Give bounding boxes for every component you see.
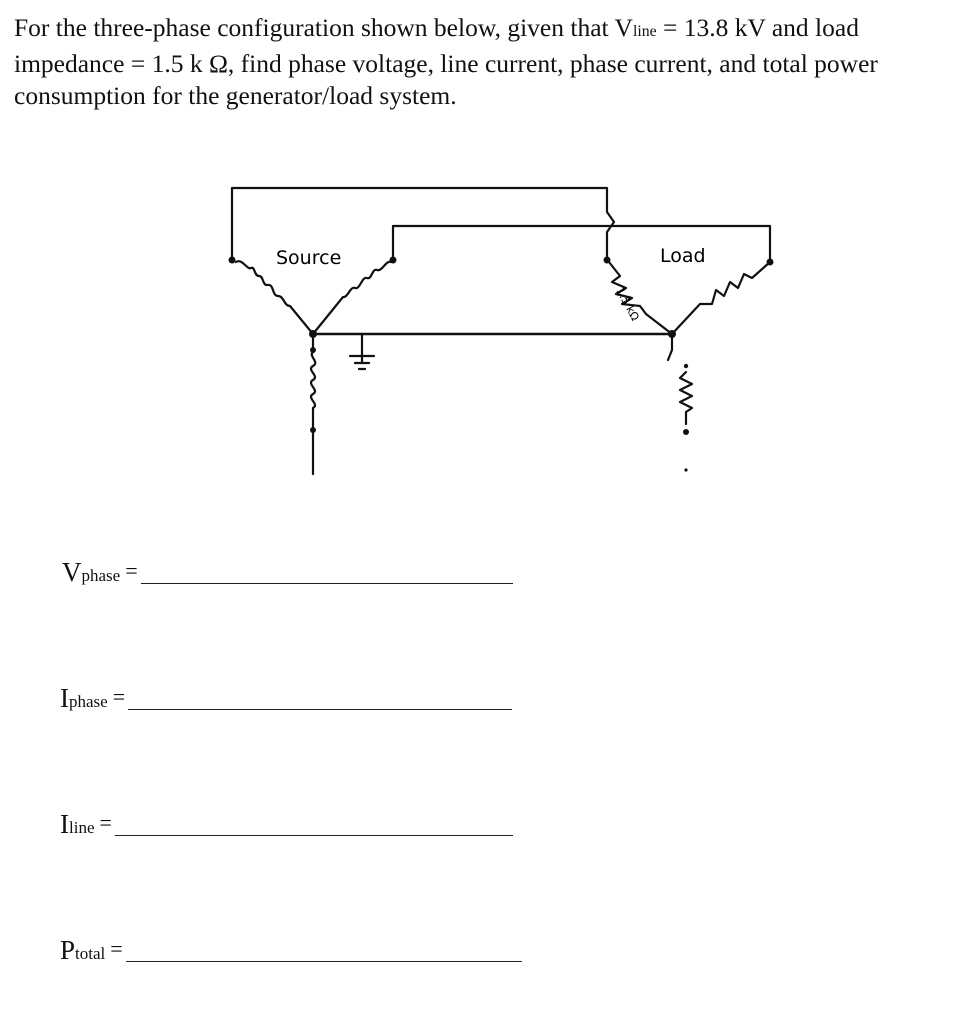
answer-row-iphase: [60, 672, 512, 712]
answer-row-iline: [60, 798, 513, 838]
answer-blank-vphase[interactable]: [141, 582, 513, 584]
answer-row-ptotal: [60, 924, 522, 964]
answer-row-vphase: [62, 546, 513, 586]
source-coil-a: [236, 261, 313, 334]
node-dot: [310, 427, 316, 433]
node-dot: [684, 468, 687, 471]
problem-rest: = 13.8 kV and load impedance = 1.5 k Ω, find phase voltage, line current, phase current, and total power consumption for the generator/load system.: [14, 13, 878, 110]
node-dot: [390, 257, 397, 264]
ground-symbol: [350, 334, 374, 369]
node-dot: [683, 429, 689, 435]
load-label: Load: [660, 245, 706, 267]
node-dot: [604, 257, 611, 264]
node-dot: [684, 364, 688, 368]
load-resistor-b: [672, 262, 770, 334]
source-coil-b: [313, 262, 391, 334]
source-label: Source: [276, 247, 342, 269]
node-dot: [310, 347, 316, 353]
answer-blank-iline[interactable]: [115, 834, 513, 836]
answer-blank-ptotal[interactable]: [126, 960, 522, 962]
answer-label: Iphase: [60, 683, 108, 713]
answer-label: Vphase: [62, 557, 121, 587]
answer-label: Iline: [60, 809, 95, 839]
equals-sign: =: [112, 684, 126, 709]
equals-sign: =: [125, 558, 138, 583]
node-dot: [767, 259, 774, 266]
load-resistor-c: [668, 334, 692, 424]
equals-sign: =: [99, 810, 112, 835]
source-coil-c: [311, 334, 315, 474]
node-dot: [668, 330, 676, 338]
answer-blank-iphase[interactable]: [128, 708, 512, 710]
line-wire-b: [393, 226, 770, 260]
answer-label: Ptotal: [60, 935, 106, 965]
resistor-value-label: 1.5 kΩ: [613, 285, 642, 324]
equals-sign: =: [110, 936, 123, 961]
problem-intro: For the three-phase configuration shown below, given that V: [14, 13, 633, 42]
node-dot: [309, 330, 317, 338]
problem-subscript-line: line: [632, 23, 657, 40]
node-dot: [229, 257, 236, 264]
